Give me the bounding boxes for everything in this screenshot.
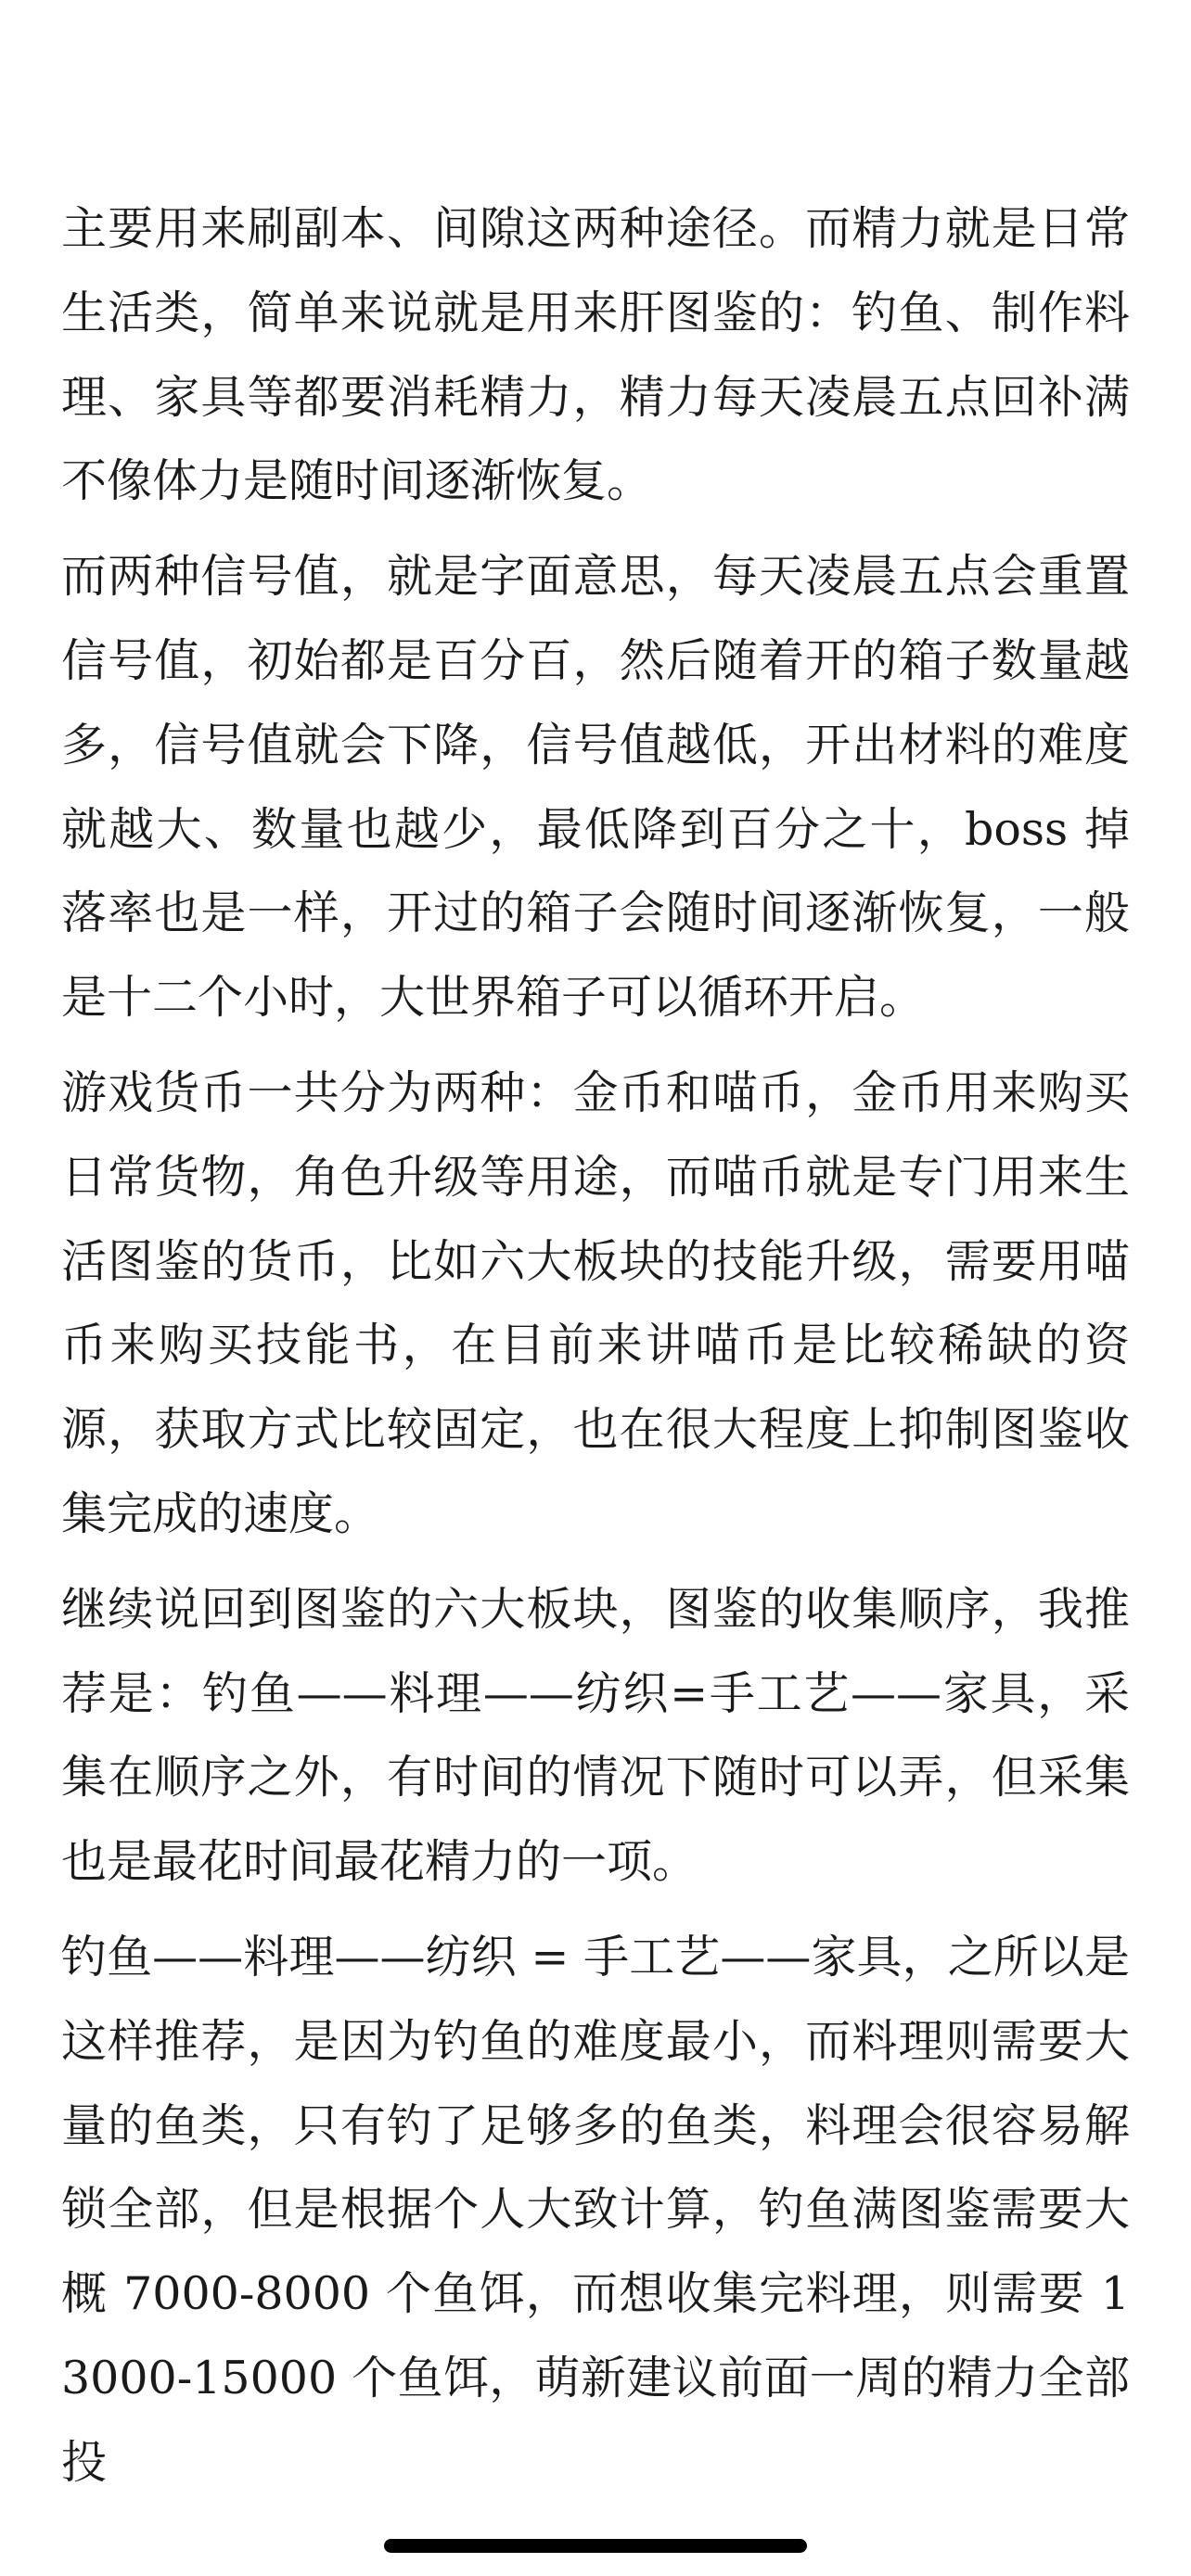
home-indicator[interactable] bbox=[384, 2539, 807, 2553]
paragraph-signal-value: 而两种信号值，就是字面意思，每天凌晨五点会重置信号值，初始都是百分百，然后随着开的箱子数量越多，信号值就会下降，信号值越低，开出材料的难度就越大、数量也越少，最低降到百分之十，boss 掉落率也是一样，开过的箱子会随时间逐渐恢复，一般是十二个小时，大世界箱子可以循环开启。 bbox=[61, 550, 1130, 1025]
paragraph-currency: 游戏货币一共分为两种：金币和喵币，金币用来购买日常货物，角色升级等用途，而喵币就是专门用来生活图鉴的货币，比如六大板块的技能升级，需要用喵币来购买技能书，在目前来讲喵币是比较稀缺的资源，获取方式比较固定，也在很大程度上抑制图鉴收集完成的速度。 bbox=[61, 1065, 1130, 1540]
article-body bbox=[61, 187, 1130, 2517]
paragraph-collection-order: 继续说回到图鉴的六大板块，图鉴的收集顺序，我推荐是：钓鱼——料理——纺织=手工艺——家具，采集在顺序之外，有时间的情况下随时可以弄，但采集也是最花时间最花精力的一项。 bbox=[61, 1582, 1130, 1889]
paragraph-fishing-cooking: 钓鱼——料理——纺织 = 手工艺——家具，之所以是这样推荐，是因为钓鱼的难度最小，而料理则需要大量的鱼类，只有钓了足够多的鱼类，料理会很容易解锁全部，但是根据个人大致计算，钓鱼满图鉴需要大概 7000-8000 个鱼饵，而想收集完料理，则需要 13000-15000 个鱼饵，萌新建议前面一周的精力全部投 bbox=[61, 1930, 1130, 2489]
paragraph-energy: 主要用来刷副本、间隙这两种途径。而精力就是日常生活类，简单来说就是用来肝图鉴的：钓鱼、制作料理、家具等都要消耗精力，精力每天凌晨五点回补满不像体力是随时间逐渐恢复。 bbox=[61, 202, 1130, 508]
